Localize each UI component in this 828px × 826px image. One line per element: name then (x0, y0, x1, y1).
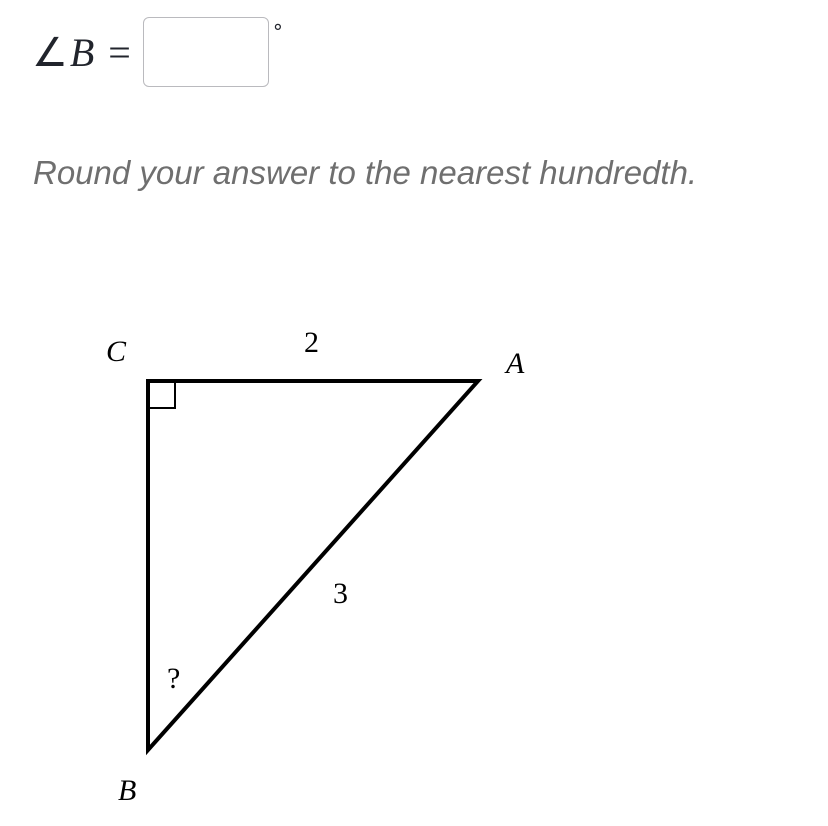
side-ca-length-label: 2 (304, 326, 319, 359)
unknown-angle-label: ? (167, 662, 181, 695)
vertex-a-label: A (506, 347, 525, 380)
angle-variable: B (69, 29, 95, 75)
angle-icon: ∠ (32, 29, 68, 75)
vertex-b-label: B (118, 774, 137, 807)
vertex-c-label: C (106, 335, 127, 368)
instruction-text: Round your answer to the nearest hundredth. (33, 154, 698, 191)
equals-sign: = (108, 29, 131, 75)
degree-unit: ° (272, 20, 283, 44)
triangle-shape (148, 381, 478, 750)
side-ab-length-label: 3 (333, 577, 348, 610)
right-angle-marker (148, 381, 175, 408)
